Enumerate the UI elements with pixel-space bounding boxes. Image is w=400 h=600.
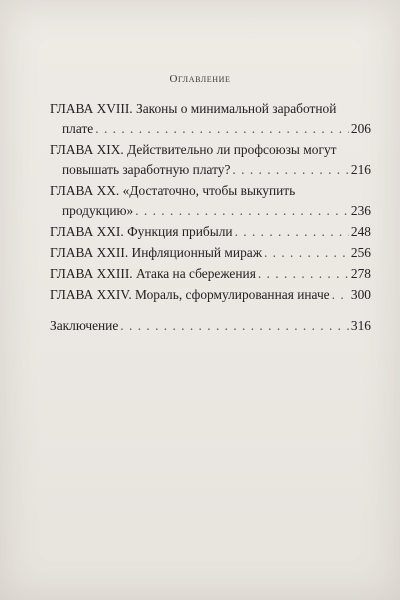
toc-page-number: 316: [350, 318, 371, 333]
dot-leader: [332, 285, 349, 305]
toc-entry-chapter-19: [50, 140, 371, 180]
toc-page-number: 236: [350, 203, 371, 218]
toc-page-number: 278: [350, 266, 371, 281]
toc-entry-title-line: Заключение: [50, 318, 119, 333]
toc-entry-title-line: ГЛАВА XXI. Функция прибыли: [50, 224, 233, 239]
toc-entry-chapter-24: [50, 285, 371, 305]
section-gap: [50, 306, 371, 316]
toc-entry-title-line: ГЛАВА XVIII. Законы о минимальной заработной: [50, 101, 337, 116]
toc-entry-chapter-18: [50, 99, 371, 139]
toc-entry-chapter-22: [50, 243, 371, 263]
dot-leader: [264, 243, 349, 263]
dot-leader: [95, 119, 349, 139]
table-of-contents: [50, 99, 371, 337]
toc-entry-title-line: ГЛАВА XXII. Инфляционный мираж: [50, 245, 262, 260]
toc-page-number: 206: [350, 121, 371, 136]
toc-entry-title-line: повышать заработную плату?: [62, 162, 231, 177]
dot-leader: [135, 201, 349, 221]
dot-leader: [120, 316, 349, 336]
toc-page-number: 256: [350, 245, 371, 260]
toc-page-number: 216: [350, 162, 371, 177]
toc-entry-title-line: ГЛАВА XIX. Действительно ли профсоюзы могут: [50, 142, 337, 157]
toc-entry-chapter-20: [50, 181, 371, 221]
dot-leader: [232, 160, 348, 180]
toc-page-number: 300: [350, 287, 371, 302]
toc-entry-title-line: ГЛАВА XXIV. Мораль, сформулированная иначе: [50, 287, 330, 302]
dot-leader: [235, 222, 349, 242]
dot-leader: [258, 264, 349, 284]
toc-entry-title-line: ГЛАВА XXIII. Атака на сбережения: [50, 266, 256, 281]
toc-entry-title-line: плате: [62, 121, 94, 136]
toc-entry-chapter-21: [50, 222, 371, 242]
toc-entry-title-line: ГЛАВА XX. «Достаточно, чтобы выкупить: [50, 183, 296, 198]
toc-entry-chapter-23: [50, 264, 371, 284]
running-header: Оглавление: [169, 73, 231, 85]
toc-entry-title-line: продукцию»: [62, 203, 134, 218]
toc-page-number: 248: [350, 224, 371, 239]
toc-entry-conclusion: [50, 316, 371, 336]
